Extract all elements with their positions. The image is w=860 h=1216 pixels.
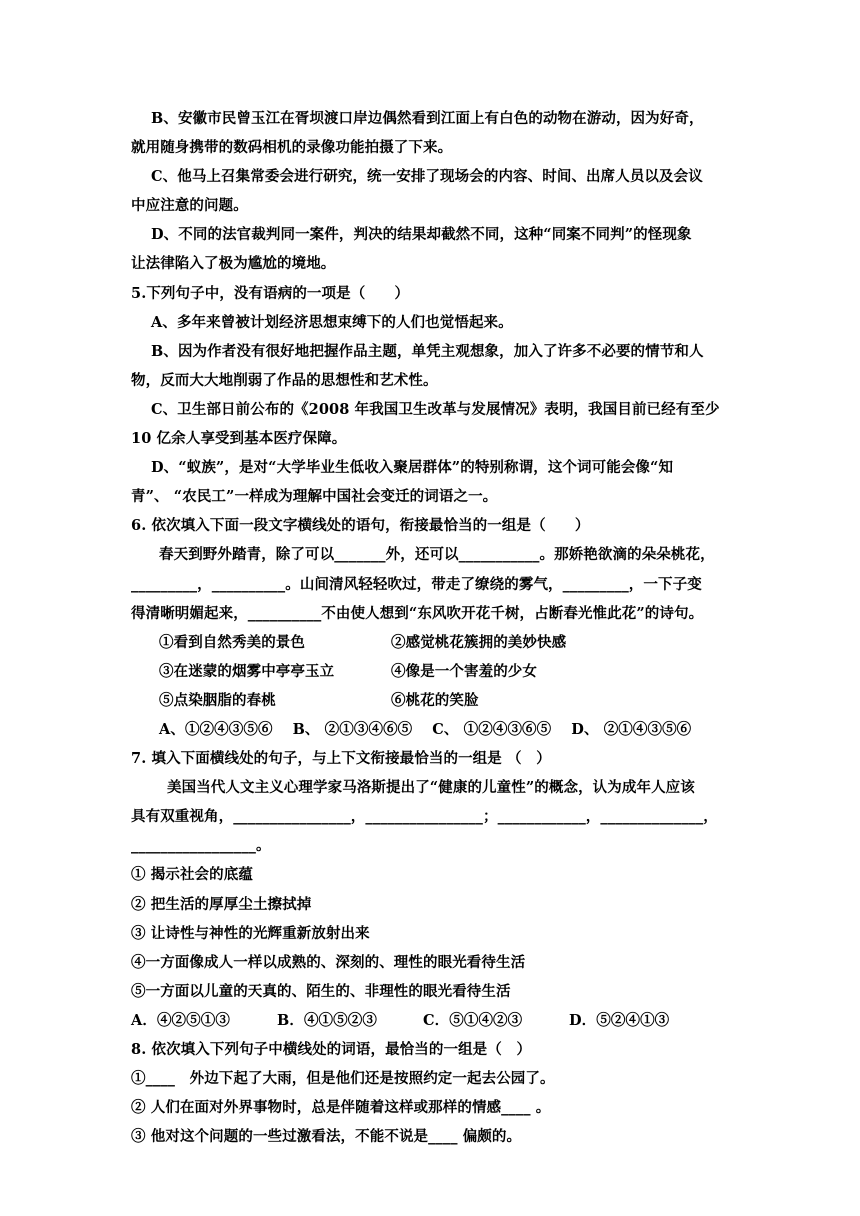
q8-sentence-3: ③ 他对这个问题的一些过激看法，不能不说是____ 偏颇的。 xyxy=(131,1128,522,1146)
q4-option-d-line2: 让法律陷入了极为尴尬的境地。 xyxy=(131,255,336,273)
q6-choices xyxy=(131,715,741,744)
exam-page xyxy=(131,104,741,1151)
q6-passage-line1: 春天到野外踏青，除了可以_______外，还可以___________。那娇艳欲滴的朵朵桃花， xyxy=(159,546,715,564)
q4-option-b-line1: B、安徽市民曾玉江在胥坝渡口岸边偶然看到江面上有白色的动物在游动，因为好奇， xyxy=(151,110,704,127)
q7-option-1: ① 揭示社会的底蕴 xyxy=(131,866,253,884)
q7-option-2: ② 把生活的厚厚尘土擦拭掉 xyxy=(131,895,312,913)
q7-passage-line3: _________________。 xyxy=(131,837,271,855)
q4-option-d-line1: D、不同的法官裁判同一案件，判决的结果却截然不同，这种“同案不同判”的怪现象 xyxy=(151,226,692,244)
q7-choice-a: A．④②⑤①③ xyxy=(131,1011,230,1029)
q4-option-c-line1: C、他马上召集常委会进行研究，统一安排了现场会的内容、时间、出席人员以及会议 xyxy=(151,168,703,186)
q5-option-c-line1: C、卫生部日前公布的《2008 年我国卫生改革与发展情况》表明，我国目前已经有至少 xyxy=(151,400,720,418)
q6-option-2: ②感觉桃花簇拥的美妙快感 xyxy=(391,633,567,651)
q7-stem: 7. 填入下面横线处的句子，与上下文衔接最恰当的一组是 （ ） xyxy=(131,750,551,768)
q6-option-1: ①看到自然秀美的景色 xyxy=(159,633,305,651)
q6-choice-c: C、 ①②④③⑥⑤ xyxy=(432,720,552,738)
q4-option-c-line2: 中应注意的问题。 xyxy=(131,197,248,215)
q7-passage-line1: 美国当代人文主义心理学家马洛斯提出了“健康的儿童性”的概念，认为成年人应该 xyxy=(167,779,695,797)
q6-option-3: ③在迷蒙的烟雾中亭亭玉立 xyxy=(159,662,335,680)
q7-option-4: ④一方面像成人一样以成熟的、深刻的、理性的眼光看待生活 xyxy=(131,953,526,971)
q6-choice-a: A、①②④③⑤⑥ xyxy=(159,720,273,738)
q7-choice-c: C．⑤①④②③ xyxy=(423,1011,523,1029)
q5-option-d-line1: D、“蚁族”，是对“大学毕业生低收入聚居群体”的特别称谓，这个词可能会像“知 xyxy=(151,459,674,477)
q6-option-5: ⑤点染胭脂的春桃 xyxy=(159,691,276,709)
q7-option-3: ③ 让诗性与神性的光辉重新放射出来 xyxy=(131,924,370,942)
q6-stem: 6. 依次填入下面一段文字横线处的语句，衔接最恰当的一组是（ ） xyxy=(131,517,590,535)
q5-option-d-line2: 青”、 “农民工”一样成为理解中国社会变迁的词语之一。 xyxy=(131,488,498,506)
q5-stem: 5.下列句子中，没有语病的一项是（ ） xyxy=(131,284,410,302)
q6-option-6: ⑥桃花的笑脸 xyxy=(391,691,479,709)
q5-option-b-line1: B、因为作者没有很好地把握作品主题，单凭主观想象，加入了许多不必要的情节和人 xyxy=(151,342,704,360)
q7-choice-b: B．④①⑤②③ xyxy=(277,1011,377,1029)
q6-choice-d: D、 ②①④③⑤⑥ xyxy=(571,720,692,738)
q5-option-c-line2: 10 亿余人享受到基本医疗保障。 xyxy=(131,430,347,448)
q7-choices xyxy=(131,1006,741,1035)
q5-option-b-line2: 物，反而大大地削弱了作品的思想性和艺术性。 xyxy=(131,371,438,389)
q6-passage-line2: _________，__________。山间清风轻轻吹过，带走了缭绕的雾气，_________，一下子变 xyxy=(131,575,702,593)
q6-option-4: ④像是一个害羞的少女 xyxy=(391,662,537,680)
q6-options-row2 xyxy=(131,657,741,686)
q6-options-row3 xyxy=(131,686,741,715)
q8-sentence-1: ①____ 外边下起了大雨，但是他们还是按照约定一起去公园了。 xyxy=(131,1070,555,1088)
q8-sentence-2: ② 人们在面对外界事物时，总是伴随着这样或那样的情感____ 。 xyxy=(131,1099,551,1117)
q6-options-row1 xyxy=(131,628,741,657)
q6-choice-b: B、 ②①③④⑥⑤ xyxy=(292,720,413,738)
q4-option-b-line2: 就用随身携带的数码相机的录像功能拍摄了下来。 xyxy=(131,139,453,157)
q7-option-5: ⑤一方面以儿童的天真的、陌生的、非理性的眼光看待生活 xyxy=(131,982,511,1000)
q8-stem: 8. 依次填入下列句子中横线处的词语，最恰当的一组是（ ） xyxy=(131,1041,532,1058)
q7-choice-d: D．⑤②④①③ xyxy=(569,1011,670,1029)
q7-passage-line2: 具有双重视角，________________，________________；____________，______________， xyxy=(131,808,718,826)
q5-option-a: A、多年来曾被计划经济思想束缚下的人们也觉悟起来。 xyxy=(151,313,513,331)
q6-passage-line3: 得清晰明媚起来，__________不由使人想到“东风吹开花千树，占断春光惟此花”的诗句。 xyxy=(131,604,704,622)
